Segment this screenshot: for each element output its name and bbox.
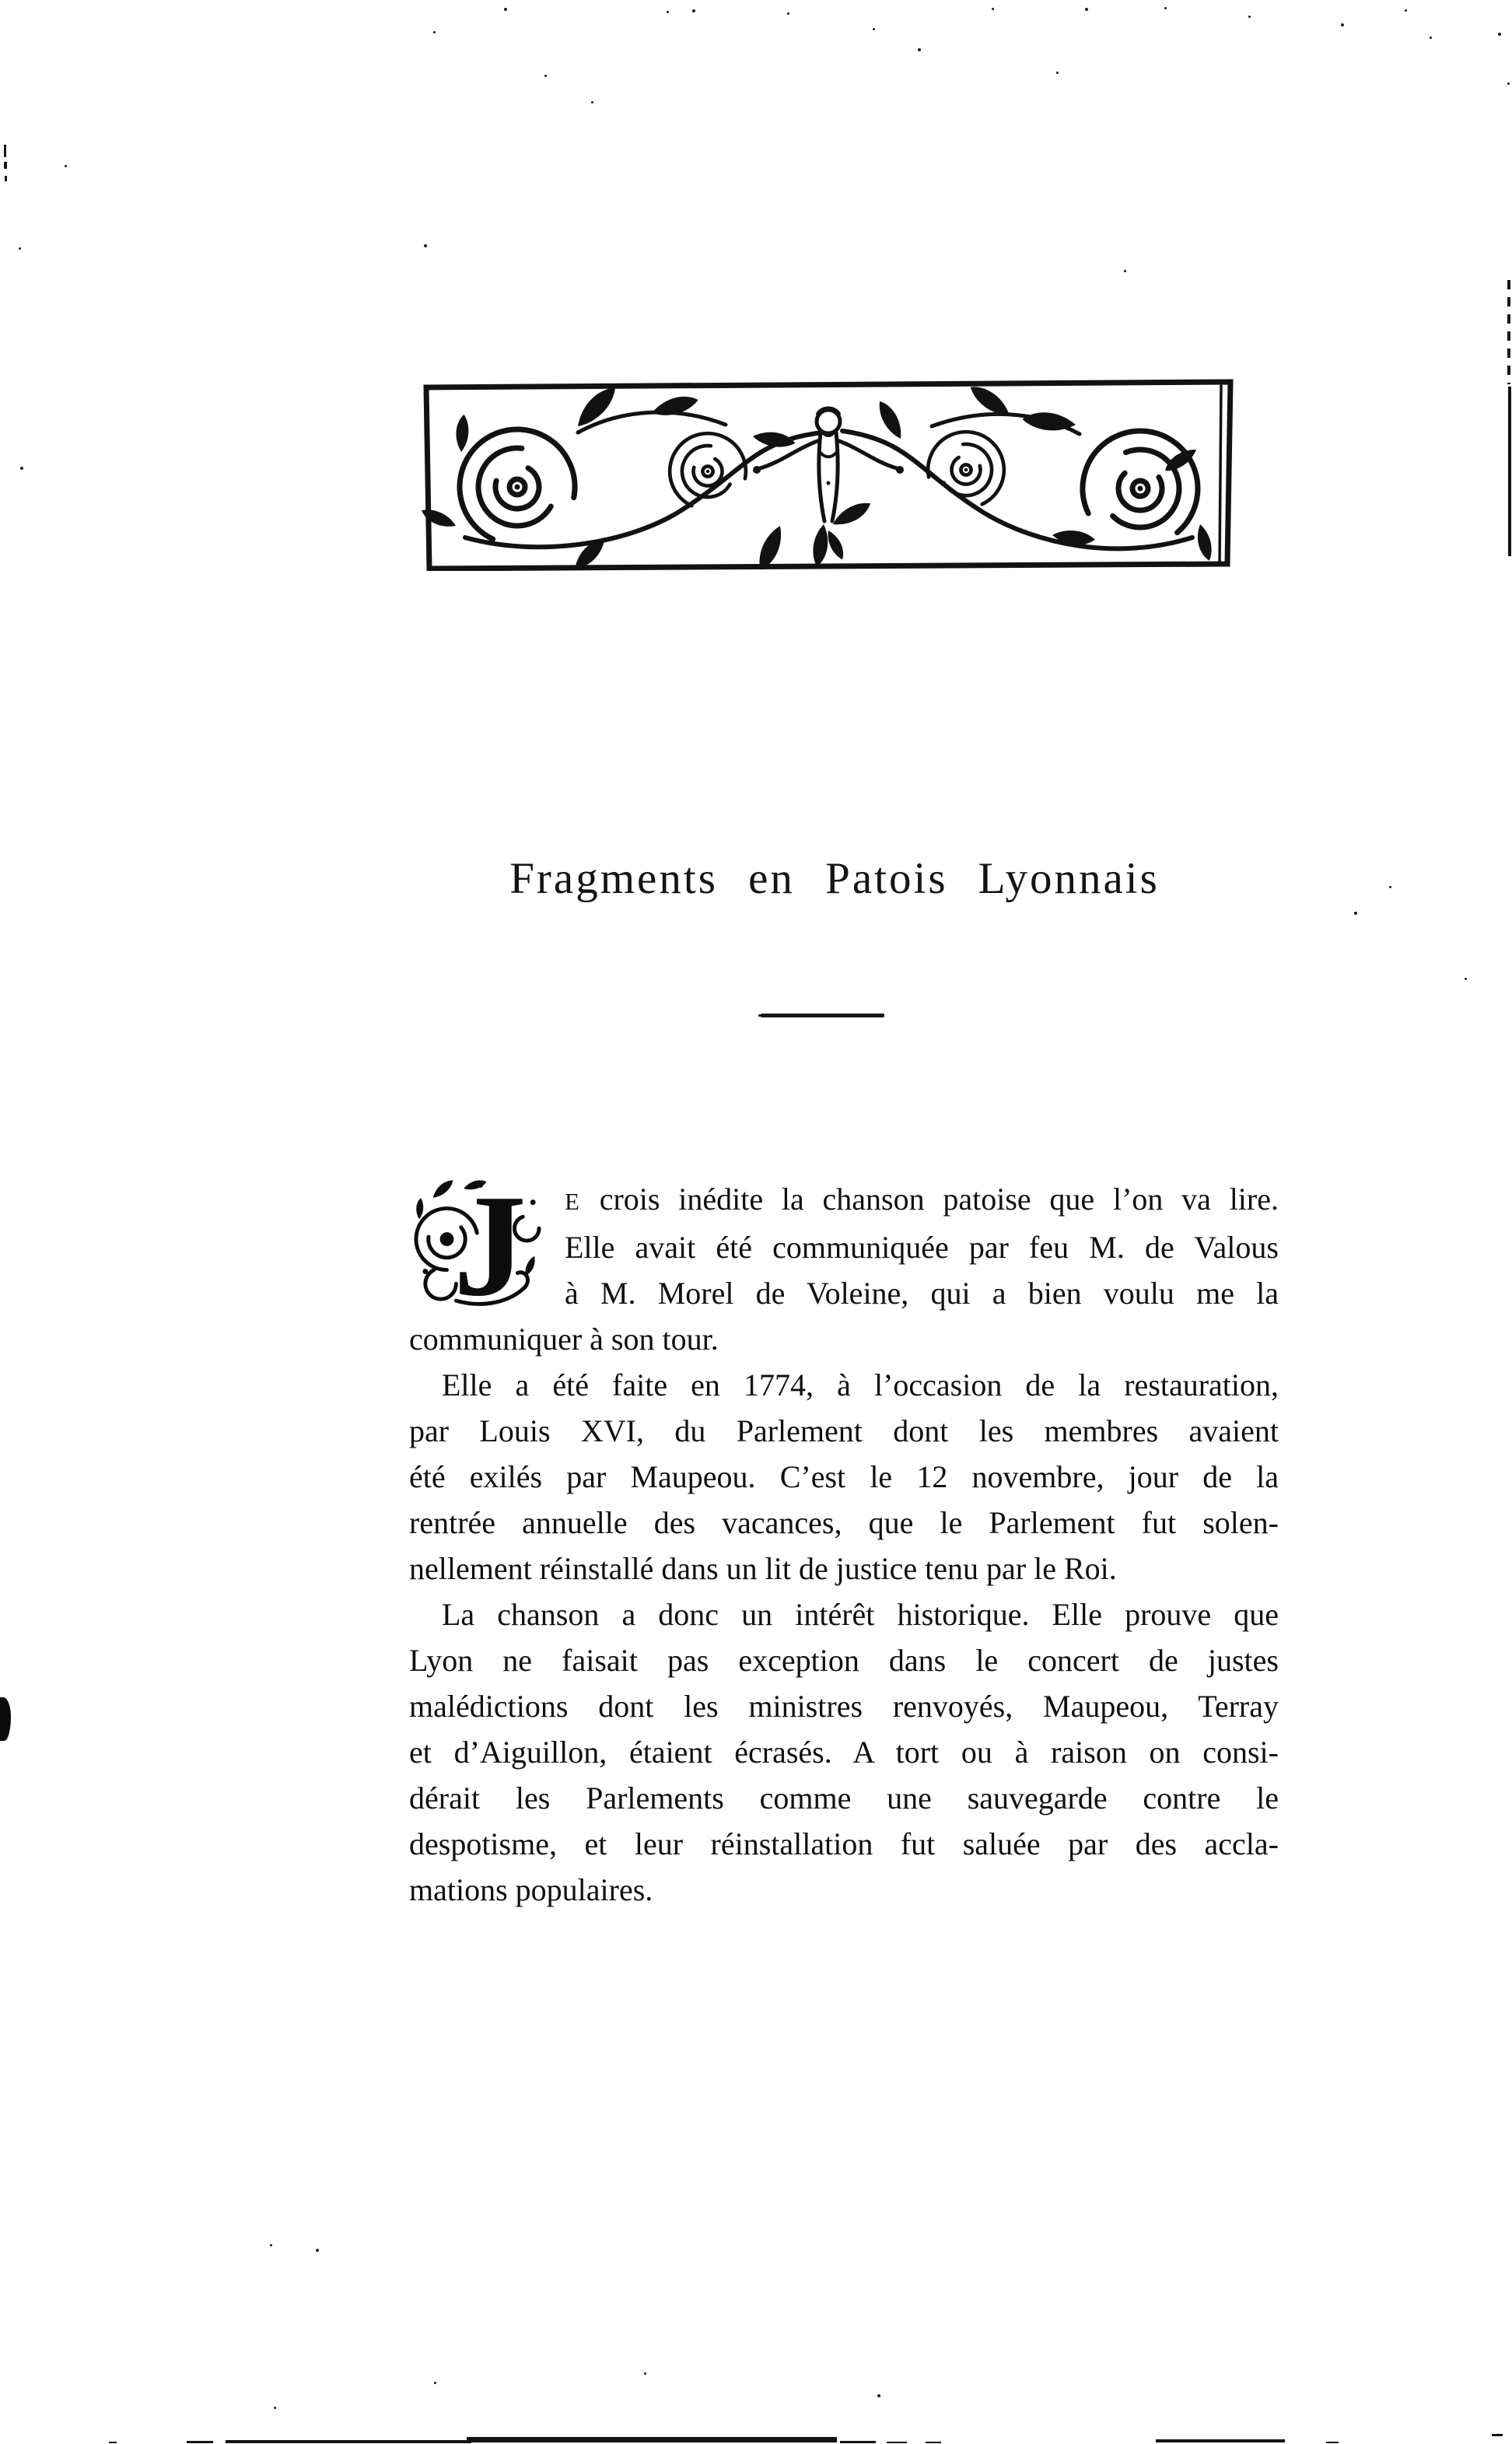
scan-speck <box>918 48 921 51</box>
text-line: despotisme, et leur réinstallation fut saluée par des accla- <box>409 1826 1279 1861</box>
scan-edge-mark <box>1492 2434 1503 2436</box>
scan-speck <box>644 2372 646 2375</box>
text-line: été exilés par Maupeou. C’est le 12 novembre, jour de la <box>409 1459 1279 1494</box>
scan-speck <box>270 2244 272 2246</box>
scan-speck <box>1164 7 1167 9</box>
text-line: à M. Morel de Voleine, qui a bien voulu me la <box>565 1276 1279 1311</box>
scan-speck <box>787 12 789 15</box>
acanthus-scroll-engraving-icon <box>418 378 1238 571</box>
scan-edge-mark <box>4 162 7 169</box>
title-divider-rule <box>761 1014 884 1017</box>
scan-speck <box>692 9 695 12</box>
scan-edge-mark <box>4 145 6 157</box>
scan-speck <box>992 8 994 10</box>
scan-speck <box>1498 33 1501 36</box>
text-line: par Louis XVI, du Parlement dont les membres avaient <box>409 1413 1279 1448</box>
scan-edge-mark <box>840 2441 876 2443</box>
text-line: mations populaires. <box>409 1872 653 1907</box>
dropcap-initial-J <box>409 1179 552 1308</box>
scan-speck <box>1389 886 1391 888</box>
paragraph-1 <box>409 1176 1279 1362</box>
scan-edge-mark <box>187 2441 213 2443</box>
scan-speck <box>1465 978 1467 980</box>
scan-edge-dashes <box>1507 280 1510 384</box>
scan-speck <box>20 467 23 470</box>
scan-ink-blob <box>0 1697 11 1741</box>
scan-speck <box>591 101 593 103</box>
paragraph-3 <box>409 1591 1279 1913</box>
scan-edge-mark <box>467 2437 837 2442</box>
scan-speck <box>1430 37 1432 39</box>
text-line: La chanson a donc un intérêt historique. Elle prouve que <box>442 1597 1279 1632</box>
scan-speck <box>433 31 436 33</box>
scan-speck <box>424 244 427 247</box>
text-line: Elle avait été communiquée par feu M. de Valous <box>565 1230 1279 1265</box>
scan-edge-mark <box>226 2440 471 2443</box>
scan-edge-mark <box>1326 2442 1339 2443</box>
scan-speck <box>1056 72 1059 74</box>
scan-speck <box>877 2394 880 2397</box>
scan-speck <box>1124 270 1126 272</box>
text-line: rentrée annuelle des vacances, que le Parlement fut solen- <box>409 1505 1279 1540</box>
paragraph-2 <box>409 1362 1279 1591</box>
text-line: Lyon ne faisait pas exception dans le concert de justes <box>409 1643 1279 1678</box>
scan-edge-mark <box>109 2442 117 2443</box>
scan-speck <box>316 2249 319 2252</box>
scan-speck <box>1354 912 1357 915</box>
text-line: nellement réinstallé dans un lit de justice tenu par le Roi. <box>409 1551 1117 1586</box>
text-line: dérait les Parlements comme une sauvegarde contre le <box>409 1780 1279 1815</box>
scan-speck <box>1085 8 1088 11</box>
scan-speck <box>1405 9 1407 12</box>
scan-edge-mark <box>926 2442 941 2443</box>
scan-speck <box>65 165 67 167</box>
text-line: communiquer à son tour. <box>409 1322 719 1357</box>
scan-speck <box>1248 16 1251 18</box>
page-title: Fragments en Patois Lyonnais <box>509 854 1160 903</box>
scan-edge-line <box>1508 387 1511 556</box>
scan-edge-mark <box>5 176 7 181</box>
headpiece-engraving <box>418 378 1238 571</box>
dropcap-letter: J <box>453 1179 527 1308</box>
text-line: Elle a été faite en 1774, à l’occasion de la restauration, <box>442 1367 1279 1402</box>
text-line: et d’Aiguillon, étaient écrasés. A tort ou à raison on consi- <box>409 1735 1279 1770</box>
scan-edge-mark <box>887 2442 907 2443</box>
scan-speck <box>667 11 669 13</box>
scan-speck <box>434 2382 436 2384</box>
scan-speck <box>1507 82 1510 85</box>
scan-speck <box>873 28 875 30</box>
body-text <box>409 1176 1279 1913</box>
scan-speck <box>504 8 507 11</box>
scan-speck <box>1341 23 1344 26</box>
scan-edge-mark <box>1156 2439 1285 2442</box>
text-line: E crois inédite la chanson patoise que l’on va lire. <box>565 1182 1279 1217</box>
scan-speck <box>19 247 21 250</box>
text-line: malédictions dont les ministres renvoyés, Maupeou, Terray <box>409 1689 1279 1724</box>
scan-speck <box>544 75 547 77</box>
scan-speck <box>274 2407 276 2409</box>
